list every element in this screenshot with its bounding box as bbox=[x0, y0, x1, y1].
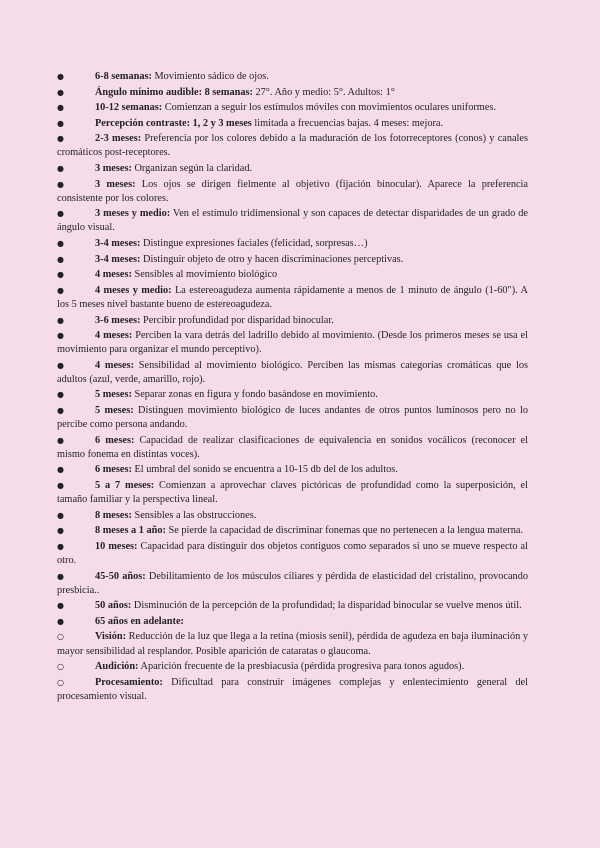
list-item-text bbox=[57, 599, 528, 613]
list-item-lead: 45-50 años: bbox=[95, 570, 146, 582]
list-item-text bbox=[57, 132, 528, 160]
list-item-body: Comienzan a aprovechar claves pictóricas de profundidad como la superposición, el tamaño familiar y la perspectiva lineal. bbox=[57, 480, 528, 506]
list-item-lead: 4 meses: bbox=[95, 330, 133, 342]
list-item-lead: 10 meses: bbox=[95, 540, 138, 552]
list-item-lead: Procesamiento: bbox=[95, 676, 163, 688]
list-item-lead: 4 meses: bbox=[95, 359, 135, 371]
list-item-text bbox=[57, 207, 528, 235]
list-item-body: Comienzan a seguir los estímulos móviles con movimientos oculares uniformes. bbox=[162, 102, 496, 114]
list-item-lead: 10-12 semanas: bbox=[95, 102, 163, 114]
list-item-text bbox=[57, 162, 528, 176]
list-item-text bbox=[57, 388, 528, 402]
list-item-body: Ven el estímulo tridimensional y son capaces de detectar disparidades de un grado de ángulo visual. bbox=[57, 208, 528, 234]
bullet-icon: ● bbox=[57, 87, 64, 97]
list-item bbox=[57, 132, 528, 160]
list-item-lead: 3 meses: bbox=[95, 163, 132, 175]
list-item bbox=[57, 463, 528, 477]
bullet-icon: ● bbox=[57, 360, 64, 370]
list-item-lead: 4 meses: bbox=[95, 269, 132, 281]
bullet-icon: ● bbox=[57, 103, 64, 113]
list-item-text bbox=[57, 615, 528, 629]
list-item bbox=[57, 615, 528, 629]
list-item-lead: 3-4 meses: bbox=[95, 253, 141, 265]
list-item bbox=[57, 253, 528, 267]
list-item bbox=[57, 86, 528, 100]
list-item-text bbox=[57, 359, 528, 387]
bullet-icon: ● bbox=[57, 118, 64, 128]
list-item-body: Preferencia por los colores debido a la maduración de los fotorreceptores (conos) y canales cromáticos post-receptores. bbox=[57, 133, 528, 159]
list-item-body: Reducción de la luz que llega a la retina (miosis senil), pérdida de agudeza en baja iluminación y mayor sensibilidad al resplandor. Posible aparición de cataratas o glaucoma. bbox=[57, 631, 528, 657]
list-item-text bbox=[57, 284, 528, 312]
bullet-icon: ● bbox=[57, 601, 64, 611]
bullet-icon: ● bbox=[57, 616, 64, 626]
bullet-icon: ● bbox=[57, 270, 64, 280]
list-item-text bbox=[57, 237, 528, 251]
list-item bbox=[57, 101, 528, 115]
bullet-icon: ● bbox=[57, 465, 64, 475]
list-item-lead: 65 años en adelante: bbox=[95, 615, 184, 627]
list-item-text bbox=[57, 70, 528, 84]
list-item-body: Capacidad de realizar clasificaciones de equivalencia en sonidos vocálicos (reconocer el mismo fonema en distintas voces). bbox=[57, 434, 528, 460]
hollow-bullet-icon: ○ bbox=[57, 632, 64, 642]
list-item-lead: 6 meses: bbox=[95, 434, 135, 446]
list-item-text bbox=[57, 676, 528, 704]
list-item-body: 27°. Año y medio: 5°. Adultos: 1° bbox=[252, 86, 395, 98]
list-item bbox=[57, 434, 528, 462]
list-item-lead: Percepción contraste: 1, 2 y 3 meses bbox=[95, 117, 252, 129]
list-item-lead: 5 a 7 meses: bbox=[95, 480, 155, 492]
list-item-lead: 8 meses a 1 año: bbox=[95, 525, 166, 537]
list-item bbox=[57, 676, 528, 704]
list-item-body: Sensibles al movimiento biológico bbox=[131, 269, 278, 281]
list-item-lead: 3 meses: bbox=[95, 178, 136, 190]
bullet-icon: ● bbox=[57, 481, 64, 491]
list-item bbox=[57, 630, 528, 658]
list-item bbox=[57, 660, 528, 674]
bullet-icon: ● bbox=[57, 239, 64, 249]
list-item bbox=[57, 570, 528, 598]
list-item bbox=[57, 178, 528, 206]
bullet-icon: ● bbox=[57, 571, 64, 581]
list-item bbox=[57, 509, 528, 523]
bullet-icon: ● bbox=[57, 315, 64, 325]
list-item bbox=[57, 162, 528, 176]
list-item-text bbox=[57, 86, 528, 100]
list-item-lead: 6-8 semanas: bbox=[95, 71, 152, 82]
list-item bbox=[57, 524, 528, 538]
bullet-icon: ● bbox=[57, 164, 64, 174]
list-item-lead: 3-6 meses: bbox=[95, 314, 141, 326]
list-item-lead: 4 meses y medio: bbox=[95, 284, 172, 296]
bullet-icon: ● bbox=[57, 390, 64, 400]
list-item bbox=[57, 284, 528, 312]
list-item-text bbox=[57, 253, 528, 267]
bullet-icon: ● bbox=[57, 541, 64, 551]
list-item-text bbox=[57, 524, 528, 538]
bullet-icon: ● bbox=[57, 510, 64, 520]
list-item-body: Se pierde la capacidad de discriminar fonemas que no pertenecen a la lengua materna. bbox=[165, 525, 524, 537]
list-item-text bbox=[57, 570, 528, 598]
list-item-body: Disminución de la percepción de la profundidad; la disparidad binocular se vuelve menos útil. bbox=[131, 600, 522, 612]
hollow-bullet-icon: ○ bbox=[57, 662, 64, 672]
list-item-lead: Audición: bbox=[95, 661, 139, 673]
list-item-body: La estereoagudeza aumenta rápidamente a menos de 1 minuto de ángulo (1-60"). A los 5 meses nivel bastante bueno de estereoagudeza. bbox=[57, 284, 528, 310]
list-item-lead: 5 meses: bbox=[95, 389, 132, 401]
list-item-text bbox=[57, 540, 528, 568]
list-item-text bbox=[57, 479, 528, 507]
list-item-lead: 3 meses y medio: bbox=[95, 208, 171, 220]
list-item-text bbox=[57, 660, 528, 674]
bullet-icon: ● bbox=[57, 526, 64, 536]
list-item-body: Sensibilidad al movimiento biológico. Perciben las mismas categorías cromáticas que los adultos (azul, verde, amarillo, rojo). bbox=[57, 359, 528, 385]
list-item bbox=[57, 404, 528, 432]
list-item bbox=[57, 329, 528, 357]
list-item-lead: 50 años: bbox=[95, 600, 132, 612]
list-item bbox=[57, 540, 528, 568]
list-item-body: Distinguir objeto de otro y hacen discriminaciones perceptivas. bbox=[140, 253, 404, 265]
list-item-text bbox=[57, 314, 528, 328]
list-item-text bbox=[57, 117, 528, 131]
list-item-text bbox=[57, 101, 528, 115]
list-item-body: Debilitamiento de los músculos ciliares y pérdida de elasticidad del cristalino, provocando presbicia.. bbox=[57, 570, 529, 596]
list-item-body: Separar zonas en figura y fondo basándose en movimiento. bbox=[131, 389, 378, 401]
bullet-icon: ● bbox=[57, 435, 64, 445]
list-item-lead: 3-4 meses: bbox=[95, 238, 141, 250]
bullet-icon: ● bbox=[57, 72, 64, 81]
list-item-text bbox=[57, 268, 528, 282]
list-item bbox=[57, 237, 528, 251]
list-item-body: Los ojos se dirigen fielmente al objetivo (fijación binocular). Aparece la preferencia consistente por los colores. bbox=[57, 178, 528, 204]
list-item-text bbox=[57, 509, 528, 523]
list-item-lead: 5 meses: bbox=[95, 405, 134, 417]
list-item-lead: 8 meses: bbox=[95, 509, 132, 521]
list-item-body: Sensibles a las obstrucciones. bbox=[131, 509, 257, 521]
list-item-body: Organizan según la claridad. bbox=[131, 163, 253, 175]
bullet-icon: ● bbox=[57, 285, 64, 295]
bullet-icon: ● bbox=[57, 254, 64, 264]
list-item bbox=[57, 359, 528, 387]
list-item bbox=[57, 388, 528, 402]
list-item-lead: Visión: bbox=[95, 631, 127, 643]
hollow-bullet-icon: ○ bbox=[57, 677, 64, 687]
list-item bbox=[57, 117, 528, 131]
list-item bbox=[57, 268, 528, 282]
list-item-lead: 2-3 meses: bbox=[95, 133, 142, 145]
list-item bbox=[57, 207, 528, 235]
bullet-icon: ● bbox=[57, 331, 64, 341]
list-item-text bbox=[57, 630, 528, 658]
list-item-lead: 6 meses: bbox=[95, 464, 132, 476]
list-item-body: Distinguen movimiento biológico de luces andantes de otros puntos luminosos pero no lo percibe como persona andando. bbox=[57, 405, 528, 431]
list-item-text bbox=[57, 178, 528, 206]
list-item bbox=[57, 479, 528, 507]
list-item bbox=[57, 314, 528, 328]
list-item-body: Dificultad para construir imágenes complejas y enlentecimiento general del procesamiento visual. bbox=[57, 676, 528, 702]
list-item-text bbox=[57, 463, 528, 477]
list-item-text bbox=[57, 404, 528, 432]
bullet-icon: ● bbox=[57, 179, 64, 189]
list-item bbox=[57, 70, 528, 84]
bullet-icon: ● bbox=[57, 134, 64, 144]
list-item-body: El umbral del sonido se encuentra a 10-15 db del de los adultos. bbox=[131, 464, 398, 476]
list-item-body: Movimiento sádico de ojos. bbox=[151, 71, 269, 82]
list-item-body: Perciben la vara detrás del ladrillo debido al movimiento. (Desde los primeros meses se usa el movimiento para organizar el mundo perceptivo). bbox=[57, 330, 528, 356]
bullet-icon: ● bbox=[57, 209, 64, 219]
list-item bbox=[57, 599, 528, 613]
list-item-body: Distingue expresiones faciales (felicidad, sorpresas…) bbox=[140, 238, 368, 250]
list-item-body: Percibir profundidad por disparidad binocular. bbox=[140, 314, 334, 326]
list-item-text bbox=[57, 329, 528, 357]
list-item-body: Capacidad para distinguir dos objetos contiguos como separados si uno se mueve respecto al otro. bbox=[57, 540, 528, 566]
list-item-body: limitada a frecuencias bajas. 4 meses: mejora. bbox=[251, 117, 444, 129]
list-item-lead: Ángulo mínimo audible: 8 semanas: bbox=[95, 86, 253, 98]
list-item-text bbox=[57, 434, 528, 462]
bullet-icon: ● bbox=[57, 406, 64, 416]
list-item-body: Aparición frecuente de la presbiacusia (pérdida progresiva para tonos agudos). bbox=[138, 661, 465, 673]
